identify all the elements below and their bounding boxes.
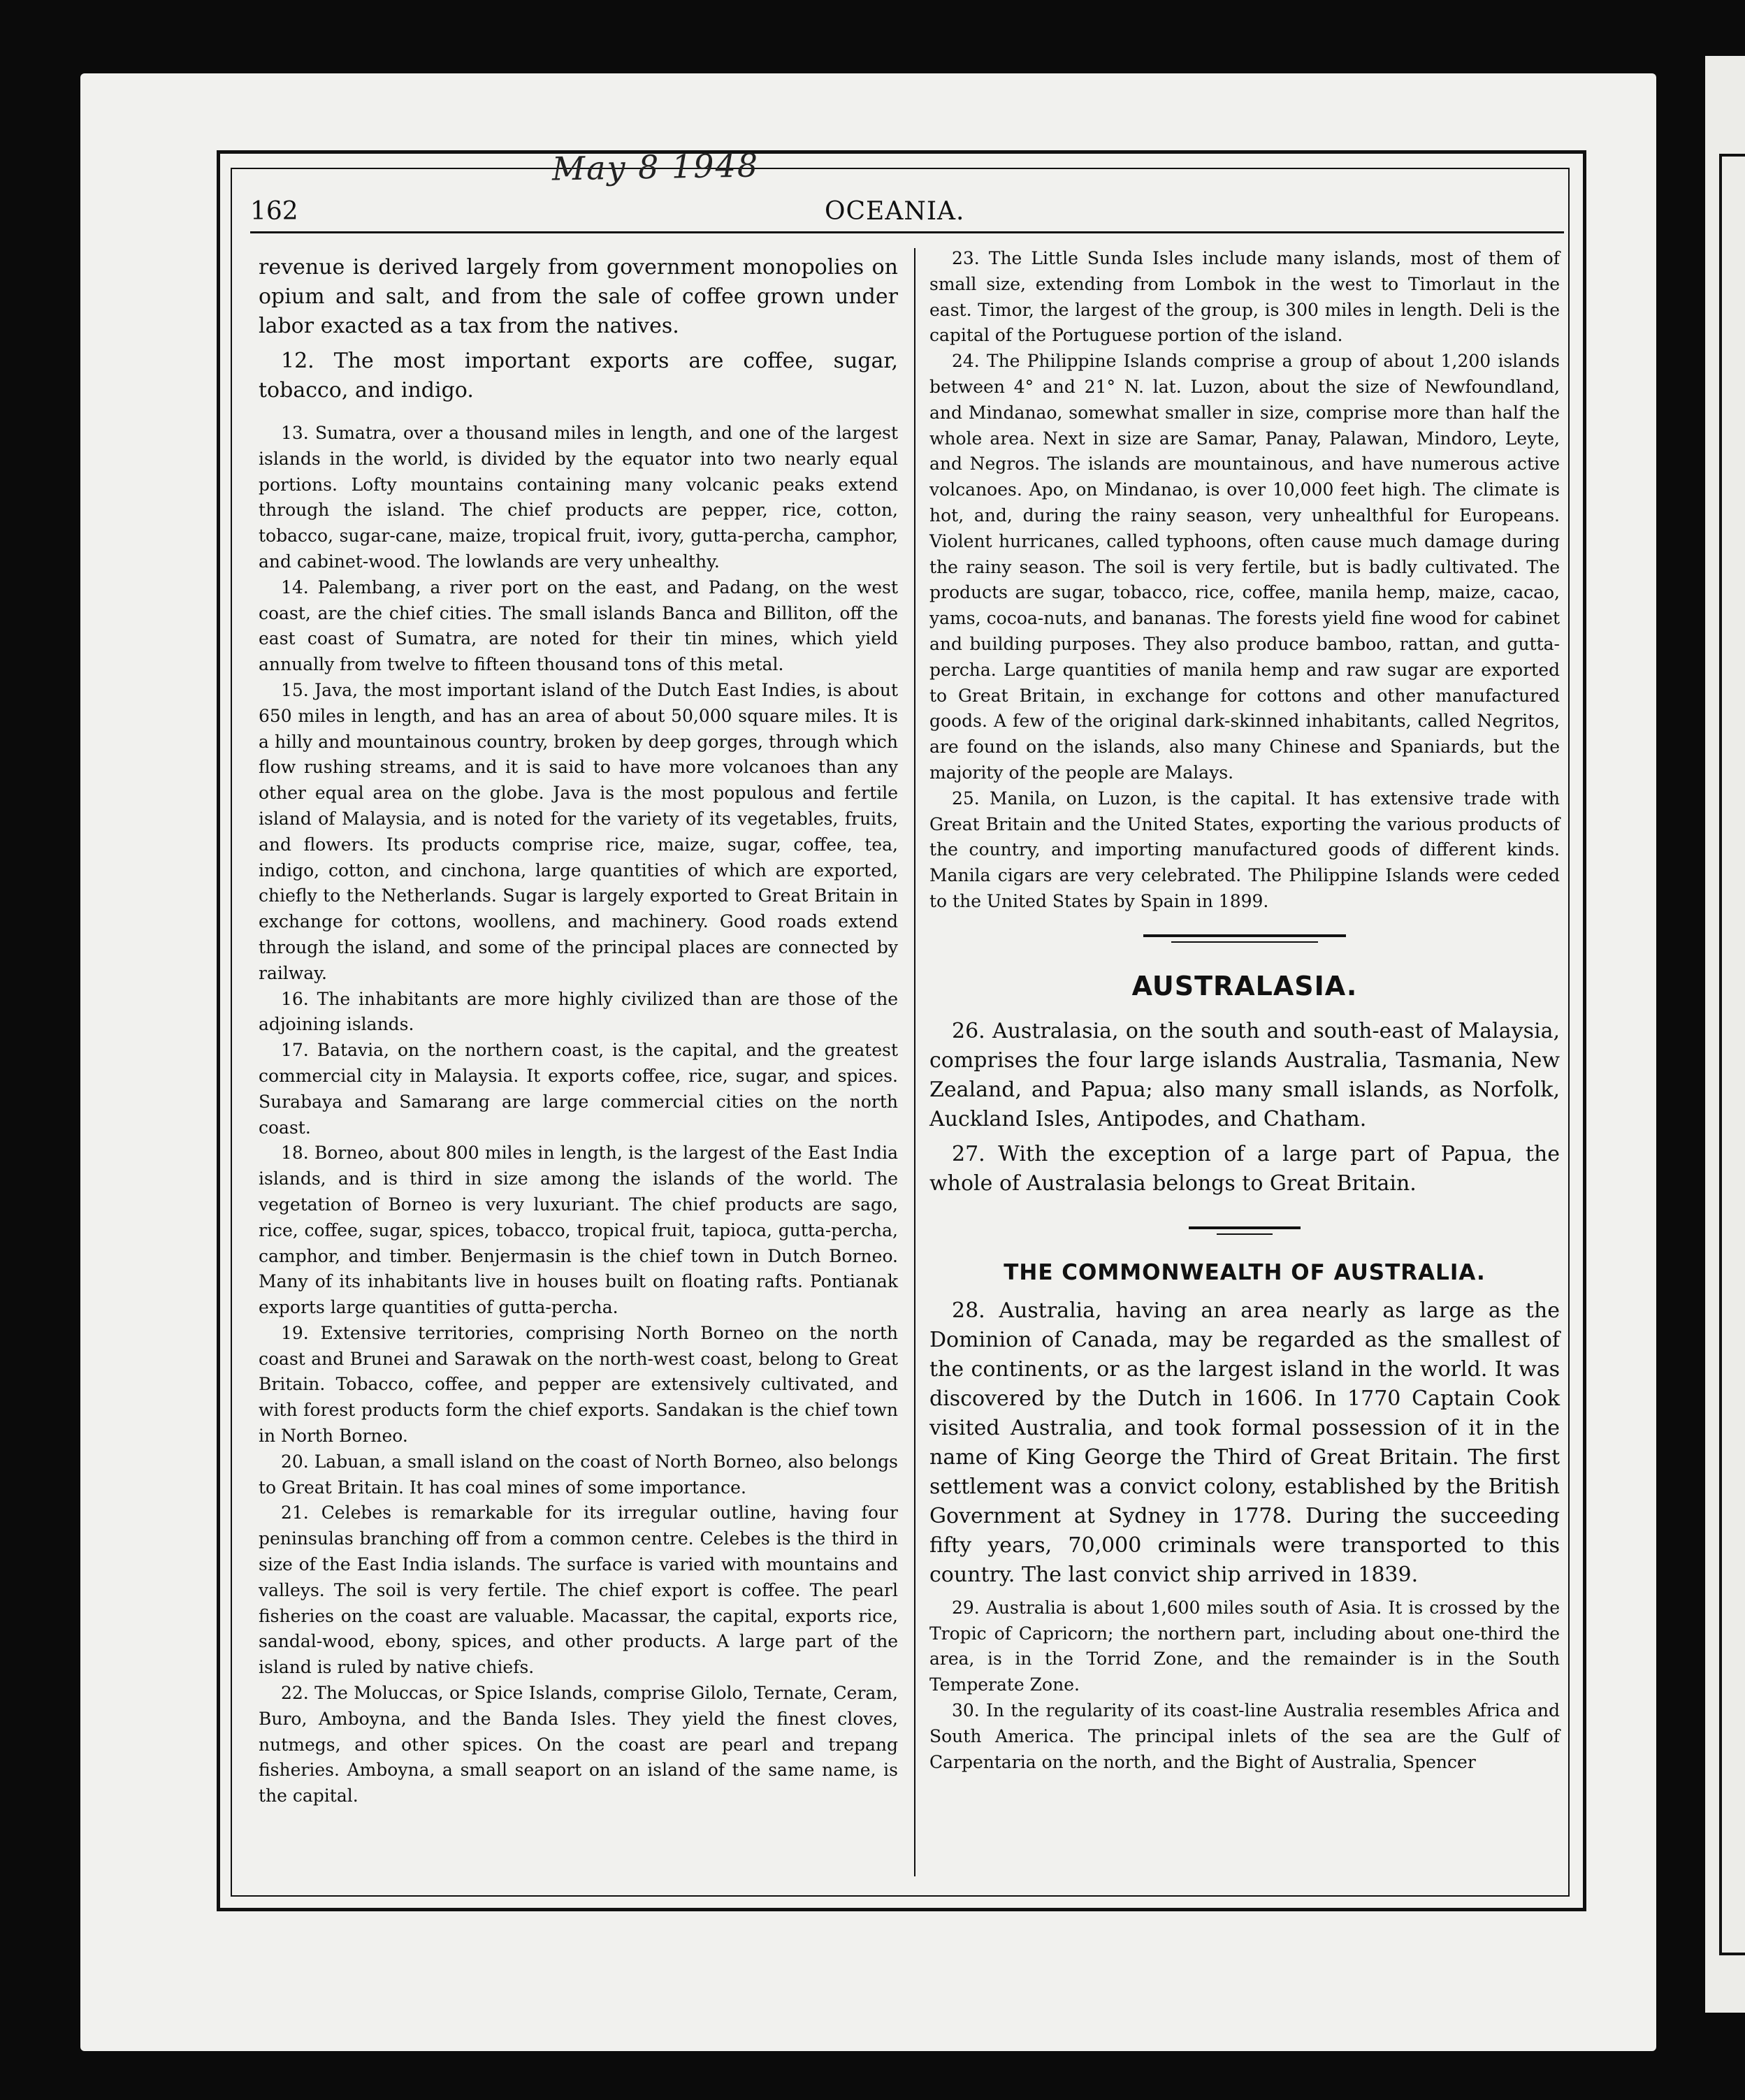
column-divider — [914, 248, 915, 1876]
left-column — [259, 253, 898, 1809]
paragraph-26: 26. Australasia, on the south and south-east of Malaysia, comprises the four large islands Australia, Tasmania, New Zealand, and Papua; also many small islands, as Norfolk, Auckland Isles, Antipodes, and Chatham. — [929, 1018, 1560, 1131]
paragraph-27: 27. With the exception of a large part of Papua, the whole of Australasia belongs to Great Britain. — [929, 1141, 1560, 1196]
adjacent-page-frame — [1719, 154, 1745, 1955]
running-title: OCEANIA. — [825, 197, 965, 226]
right-column — [929, 246, 1560, 1775]
paragraph-24: 24. The Philippine Islands comprise a group of about 1,200 islands between 4° and 21° N. lat. Luzon, about the size of Newfoundland, and Mindanao, somewhat smaller in size, comprise more than half the whole area. Next in size are Samar, Panay, Palawan, Mindoro, Leyte, and Negros. The islands are mountainous, and have numerous active volcanoes. Apo, on Mindanao, is over 10,000 feet high. The climate is hot, and, during the rainy season, very unhealthful for Europeans. Violent hurricanes, called typhoons, often cause much damage during the rainy season. The soil is very fertile, but is badly cultivated. The products are sugar, tobacco, rice, coffee, manila hemp, maize, cacao, yams, cocoa-nuts, and bananas. The forests yield fine wood for cabinet and building purposes. They also produce bamboo, rattan, and gutta-percha. Large quantities of manila hemp and raw sugar are exported to Great Britain, in exchange for cottons and other manufactured goods. A few of the original dark-skinned inhabitants, called Negritos, are found on the islands, also many Chinese and Spaniards, but the majority of the people are Malays. — [929, 351, 1560, 783]
paragraph-30: 30. In the regularity of its coast-line Australia resembles Africa and South America. The principal inlets of the sea are the Gulf of Carpentaria on the north, and the Bight of Australia, Spencer — [929, 1700, 1560, 1772]
paragraph-23: 23. The Little Sunda Isles include many islands, most of them of small size, extending from Lombok in the west to Timorlaut in the east. Timor, the largest of the group, is 300 miles in length. Deli is the capital of the Portuguese portion of the island. — [929, 248, 1560, 346]
section-title-australasia: AUSTRALASIA. — [1131, 970, 1358, 1001]
header-rule — [250, 231, 1564, 233]
subsection-rule — [1189, 1226, 1301, 1229]
page-number: 162 — [250, 197, 298, 226]
paragraph-12: 12. The most important exports are coffee, sugar, tobacco, and indigo. — [259, 349, 898, 403]
paragraph-21: 21. Celebes is remarkable for its irregular outline, having four peninsulas branching off from a common centre. Celebes is the third in size of the East India islands. The surface is varied with mountains and valleys. The soil is very fertile. The chief export is coffee. The pearl fisheries on the coast are valuable. Macassar, the capital, exports rice, sandal-wood, ebony, spices, and other products. A large part of the island is ruled by native chiefs. — [259, 1502, 898, 1678]
paragraph-22: 22. The Moluccas, or Spice Islands, comprise Gilolo, Ternate, Ceram, Buro, Amboyna, and the Banda Isles. They yield the finest cloves, nutmegs, and other spices. On the coast are pearl and trepang fisheries. Amboyna, a small seaport on an island of the same name, is the capital. — [259, 1683, 898, 1806]
paragraph-28: 28. Australia, having an area nearly as large as the Dominion of Canada, may be regarded as the smallest of the continents, or as the largest island in the world. It was discovered by the Dutch in 1606. In 1770 Captain Cook visited Australia, and took formal possession of it in the name of King George the Third of Great Britain. The first settlement was a convict colony, established by the British Government at Sydney in 1778. During the succeeding fifty years, 70,000 criminals were transported to this country. The last convict ship arrived in 1839. — [929, 1298, 1560, 1587]
paragraph-17: 17. Batavia, on the northern coast, is the capital, and the greatest commercial city in Malaysia. It exports coffee, rice, sugar, and spices. Surabaya and Samarang are large commercial cities on the north coast. — [259, 1040, 898, 1138]
paragraph-20: 20. Labuan, a small island on the coast of North Borneo, also belongs to Great Britain. It has coal mines of some importance. — [259, 1451, 898, 1498]
paragraph-13: 13. Sumatra, over a thousand miles in length, and one of the largest islands in the world, is divided by the equator into two nearly equal portions. Lofty mountains containing many volcanic peaks extend through the island. The chief products are pepper, rice, cotton, tobacco, sugar-cane, maize, tropical fruit, ivory, gutta-percha, camphor, and cabinet-wood. The lowlands are very unhealthy. — [259, 423, 898, 572]
paragraph-11-continued: revenue is derived largely from government monopolies on opium and salt, and from the sale of coffee grown under labor exacted as a tax from the natives. — [259, 255, 898, 338]
paragraph-25: 25. Manila, on Luzon, is the capital. It has extensive trade with Great Britain and the United States, exporting the various products of the country, and importing manufactured goods of different kinds. Manila cigars are very celebrated. The Philippine Islands were ceded to the United States by Spain in 1899. — [929, 788, 1560, 911]
paragraph-16: 16. The inhabitants are more highly civilized than are those of the adjoining islands. — [259, 988, 898, 1035]
adjacent-page-edge — [1705, 56, 1745, 2013]
paragraph-29: 29. Australia is about 1,600 miles south of Asia. It is crossed by the Tropic of Capricorn; the northern part, including about one-third the area, is in the Torrid Zone, and the remainder is in the South Temperate Zone. — [929, 1597, 1560, 1695]
paragraph-14: 14. Palembang, a river port on the east, and Padang, on the west coast, are the chief cities. The small islands Banca and Billiton, off the east coast of Sumatra, are noted for their tin mines, which yield annually from twelve to fifteen thousand tons of this metal. — [259, 577, 898, 675]
section-ornament-rule — [1143, 934, 1346, 937]
paragraph-15: 15. Java, the most important island of the Dutch East Indies, is about 650 miles in length, and has an area of about 50,000 square miles. It is a hilly and mountainous country, broken by deep gorges, through which flow rushing streams, and it is said to have more volcanoes than any other equal area on the globe. Java is the most populous and fertile island of Malaysia, and is noted for the variety of its vegetables, fruits, and flowers. Its products comprise rice, maize, sugar, coffee, tea, indigo, cotton, and cinchona, large quantities of which are exported, chiefly to the Netherlands. Sugar is largely exported to Great Britain in exchange for cottons, woollens, and machinery. Good roads extend through the island, and some of the principal places are connected by railway. — [259, 679, 898, 983]
paragraph-18: 18. Borneo, about 800 miles in length, is the largest of the East India islands, and is third in size among the islands of the world. The vegetation of Borneo is very luxuriant. The chief products are sago, rice, coffee, sugar, spices, tobacco, tropical fruit, tapioca, gutta-percha, camphor, and timber. Benjermasin is the chief town in Dutch Borneo. Many of its inhabitants live in houses built on floating rafts. Pontianak exports large quantities of gutta-percha. — [259, 1143, 898, 1318]
section-title-commonwealth: THE COMMONWEALTH OF AUSTRALIA. — [1004, 1259, 1486, 1285]
handwritten-date-note: May 8 1948 — [551, 146, 760, 188]
paragraph-19: 19. Extensive territories, comprising North Borneo on the north coast and Brunei and Sarawak on the north-west coast, belong to Great Britain. Tobacco, coffee, and pepper are extensively cultivated, and with forest products form the chief exports. Sandakan is the chief town in North Borneo. — [259, 1322, 898, 1447]
